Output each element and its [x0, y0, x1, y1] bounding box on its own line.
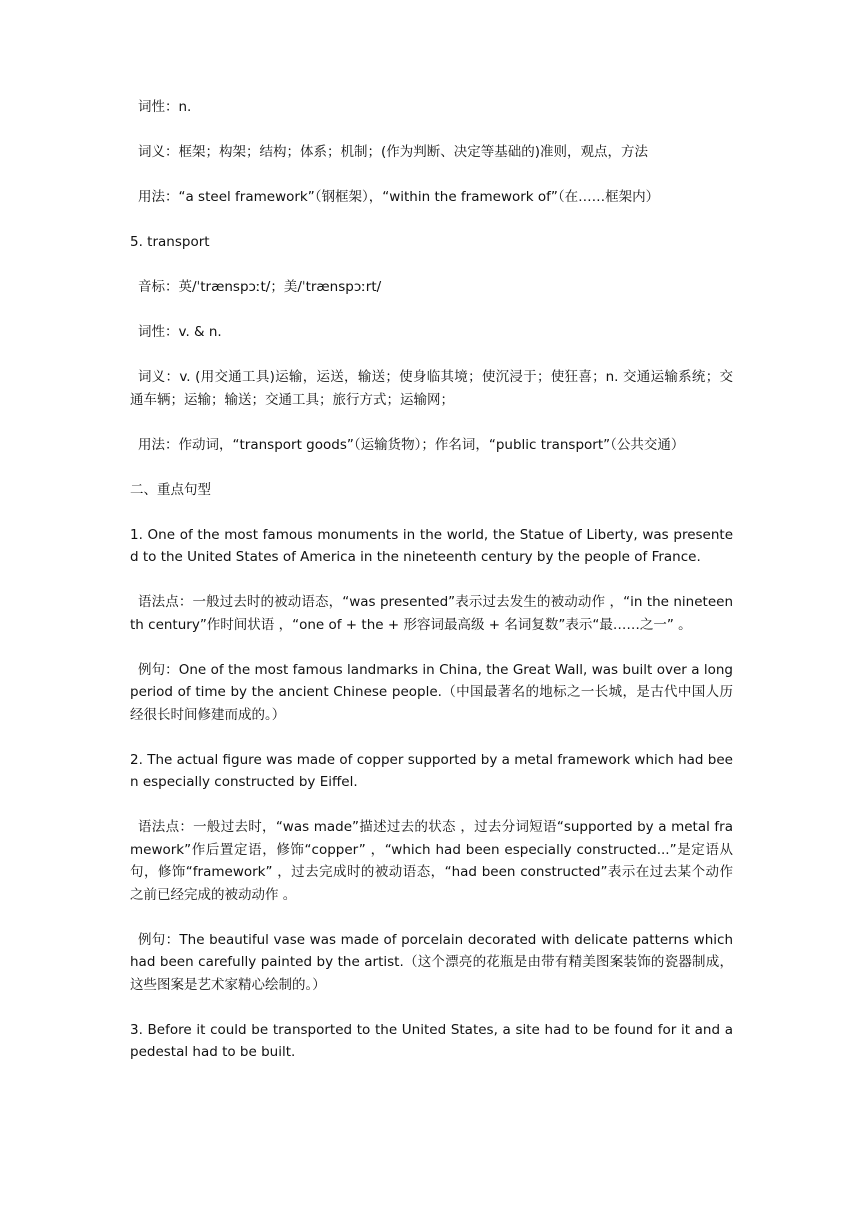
meaning-line: 词义：v. (用交通工具)运输，运送，输送；使身临其境；使沉浸于；使狂喜；n. 交通运输系统；交通车辆；运输；输送；交通工具；旅行方式；运输网；	[130, 369, 733, 408]
phonetic-line: 音标：英/ˈtrænspɔːt/；美/ˈtrænspɔːrt/	[138, 279, 382, 295]
usage-line: 用法：“a steel framework”（钢框架），“within the framework of”（在……框架内）	[138, 189, 660, 205]
part-of-speech-line: 词性：v. & n.	[138, 324, 222, 340]
grammar-point-2: 语法点：一般过去时，“was made”描述过去的状态 ，过去分词短语“supported by a metal framework”作后置定语，修饰“copper” ，“which had been especially constructed...”是定语从句，修饰“framework” ，过去完成时的被动语态，“had been constructed”表示在过去某个动作之前已经完成的被动动作 。	[130, 819, 733, 903]
vocab-heading-transport: 5. transport	[130, 234, 210, 250]
part-of-speech-line: 词性：n.	[138, 99, 192, 115]
example-sentence-2: 例句：The beautiful vase was made of porcelain decorated with delicate patterns which had been carefully painted by the artist.（这个漂亮的花瓶是由带有精美图案装饰的瓷器制成，这些图案是艺术家精心绘制的。）	[130, 931, 733, 993]
key-sentence-1: 1. One of the most famous monuments in the world, the Statue of Liberty, was presented to the United States of America in the nineteenth century by the people of France.	[130, 526, 733, 565]
key-sentence-2: 2. The actual figure was made of copper supported by a metal framework which had been especially constructed by Eiffel.	[130, 751, 733, 790]
key-sentence-3: 3. Before it could be transported to the United States, a site had to be found for it and a pedestal had to be built.	[130, 1021, 733, 1060]
usage-line: 用法：作动词，“transport goods”（运输货物）；作名词，“public transport”（公共交通）	[138, 436, 685, 453]
example-sentence-1: 例句：One of the most famous landmarks in China, the Great Wall, was built over a long period of time by the ancient Chinese people.（中国最著名的地标之一长城，是古代中国人历经很长时间修建而成的。）	[130, 661, 733, 723]
grammar-point-1: 语法点：一般过去时的被动语态，“was presented”表示过去发生的被动动作 ，“in the nineteenth century”作时间状语 ，“one of + the + 形容词最高级 + 名词复数”表示“最……之一” 。	[130, 594, 733, 633]
meaning-line: 词义：框架；构架；结构；体系；机制；(作为判断、决定等基础的)准则，观点，方法	[138, 144, 649, 160]
section-heading: 二、重点句型	[130, 481, 211, 498]
document-page	[130, 96, 733, 1086]
